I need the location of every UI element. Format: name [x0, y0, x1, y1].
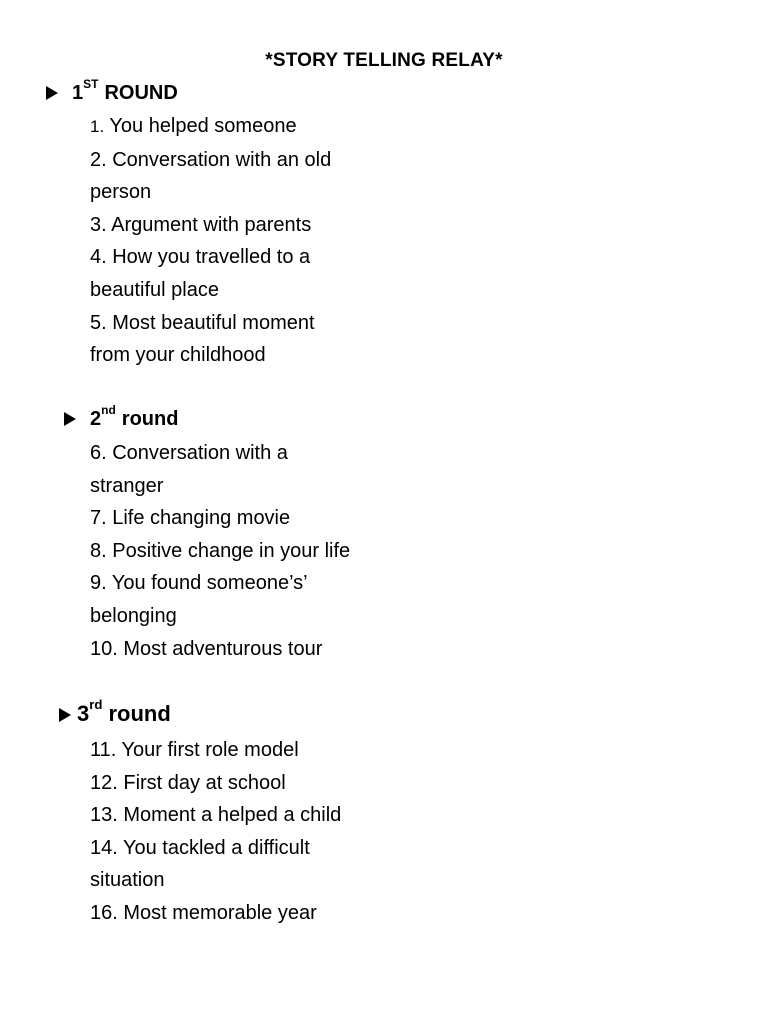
- list-item: 14. You tackled a difficult: [90, 836, 310, 859]
- list-item: situation: [90, 869, 165, 892]
- round-3-ordinal-suffix: rd: [89, 697, 103, 713]
- list-item: 11. Your first role model: [90, 739, 299, 761]
- list-item: 1. You helped someone: [90, 115, 297, 137]
- round-3-number: 3rd: [77, 697, 103, 726]
- list-item: 13. Moment a helped a child: [90, 804, 342, 827]
- round-1-label: ROUND: [104, 82, 178, 104]
- list-item: 9. You found someone’s’: [90, 572, 308, 595]
- list-item: belonging: [90, 604, 177, 627]
- round-3-heading: [59, 697, 171, 727]
- round-1-ordinal-suffix: ST: [83, 77, 99, 92]
- list-item: 12. First day at school: [90, 771, 286, 794]
- arrow-bullet-icon: [46, 86, 58, 100]
- list-item: 4. How you travelled to a: [90, 246, 311, 269]
- list-item: 7. Life changing movie: [90, 507, 291, 530]
- round-2-heading: [64, 403, 179, 432]
- round-1-number: 1ST: [72, 77, 99, 104]
- arrow-bullet-icon: [64, 412, 76, 426]
- round-2-label: round: [121, 408, 179, 430]
- round-1-topics: [90, 110, 331, 372]
- list-item: person: [90, 181, 152, 204]
- round-2-topics: [90, 437, 350, 665]
- list-item: 6. Conversation with a: [90, 442, 288, 464]
- round-2-number: 2nd: [90, 403, 116, 430]
- list-item: 16. Most memorable year: [90, 901, 317, 924]
- round-2-ordinal-suffix: nd: [101, 403, 116, 418]
- list-item: stranger: [90, 474, 164, 497]
- list-item: beautiful place: [90, 278, 219, 301]
- round-1-heading: [46, 77, 178, 106]
- list-item: 2. Conversation with an old: [90, 148, 332, 171]
- list-item: 5. Most beautiful moment: [90, 311, 315, 334]
- list-item: 8. Positive change in your life: [90, 539, 351, 562]
- list-item: from your childhood: [90, 344, 266, 367]
- list-item: 3. Argument with parents: [90, 213, 312, 236]
- document-title: *STORY TELLING RELAY*: [265, 50, 503, 71]
- arrow-bullet-icon: [59, 708, 71, 722]
- round-3-topics: [90, 734, 341, 930]
- round-3-label: round: [108, 701, 171, 726]
- list-item: 10. Most adventurous tour: [90, 637, 323, 660]
